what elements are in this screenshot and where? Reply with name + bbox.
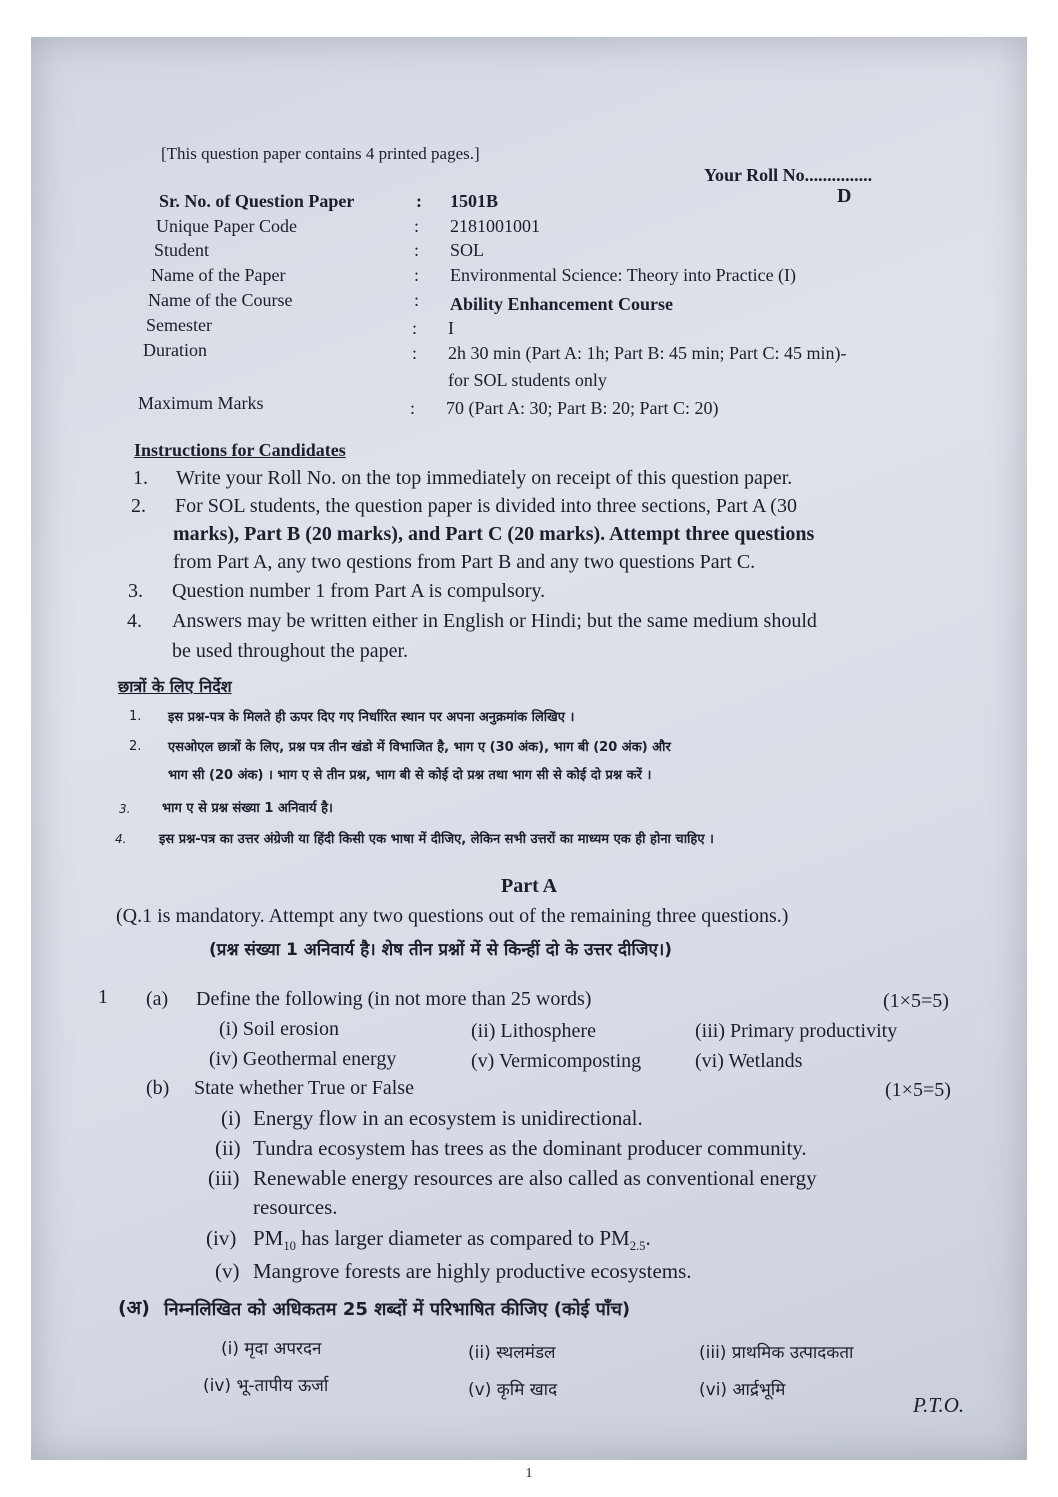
- tf-item-text: Renewable energy resources are also called as conventional energy: [253, 1166, 817, 1190]
- meta-colon: :: [412, 343, 418, 363]
- tf-item-text: Energy flow in an ecosystem is unidirectional.: [253, 1106, 643, 1130]
- tf-item-number: (iv): [206, 1226, 237, 1250]
- hindi-term: (v) कृमि खाद: [468, 1380, 558, 1400]
- hindi-term: (iii) प्राथमिक उत्पादकता: [699, 1343, 854, 1363]
- meta-label: Name of the Course: [148, 290, 293, 310]
- term: (i) Soil erosion: [219, 1018, 339, 1040]
- meta-label: Unique Paper Code: [156, 216, 297, 236]
- instruction-text: be used throughout the paper.: [172, 640, 409, 662]
- hindi-term: (ii) स्थलमंडल: [468, 1343, 556, 1363]
- hindi-instruction-text: भाग सी (20 अंक) । भाग ए से तीन प्रश्न, भाग बी से कोई दो प्रश्न तथा भाग सी से कोई दो प्रश्न करें ।: [168, 768, 652, 783]
- meta-colon: :: [414, 240, 420, 260]
- term: (ii) Lithosphere: [471, 1020, 596, 1042]
- instruction-text: from Part A, any two qestions from Part B and any two questions Part C.: [173, 551, 756, 573]
- instruction-number: 1.: [133, 467, 148, 489]
- instruction-text: For SOL students, the question paper is divided into three sections, Part A (30: [175, 495, 797, 517]
- tf-item-text: Mangrove forests are highly productive ecosystems.: [253, 1259, 692, 1283]
- part-title: Part A: [501, 875, 558, 897]
- hindi-instruction-number: 1.: [129, 709, 142, 724]
- meta-colon: :: [414, 290, 420, 310]
- question-number: 1: [98, 986, 108, 1008]
- meta-colon: :: [412, 318, 418, 338]
- meta-value: 2h 30 min (Part A: 1h; Part B: 45 min; Part C: 45 min)-: [448, 343, 847, 363]
- subquestion-label: (b): [146, 1077, 170, 1099]
- meta-value: Ability Enhancement Course: [450, 294, 674, 314]
- term: (iii) Primary productivity: [695, 1020, 898, 1042]
- hindi-instruction-text: एसओएल छात्रों के लिए, प्रश्न पत्र तीन खंडो में विभाजित है, भाग ए (30 अंक), भाग बी (20 अंक) और: [168, 740, 671, 755]
- roll-number-label: Your Roll No...............: [704, 165, 873, 185]
- meta-label: Student: [154, 240, 210, 260]
- tf-item-text: resources.: [253, 1195, 338, 1219]
- meta-label: Maximum Marks: [138, 393, 264, 413]
- tf-item-number: (v): [215, 1259, 240, 1283]
- term: (iv) Geothermal energy: [209, 1048, 397, 1070]
- instruction-number: 4.: [127, 610, 142, 632]
- meta-value-line2: for SOL students only: [448, 370, 607, 390]
- hindi-subquestion-label: (अ): [118, 1297, 150, 1319]
- meta-label: Semester: [146, 315, 212, 335]
- page-number: 1: [525, 1466, 533, 1481]
- tf-item-number: (ii): [215, 1136, 241, 1160]
- hindi-subquestion-text: निम्नलिखित को अधिकतम 25 शब्दों में परिभाषित कीजिए (कोई पाँच): [164, 1299, 631, 1320]
- meta-value: 70 (Part A: 30; Part B: 20; Part C: 20): [446, 398, 719, 418]
- hindi-instruction-number: 4.: [115, 832, 127, 846]
- marks: (1×5=5): [885, 1079, 951, 1101]
- tf-item-number: (i): [221, 1106, 241, 1130]
- instruction-text: Answers may be written either in English or Hindi; but the same medium should: [172, 610, 817, 632]
- meta-value: SOL: [450, 240, 485, 260]
- tf-item-number: (iii): [208, 1166, 240, 1190]
- part-note-hindi: (प्रश्न संख्या 1 अनिवार्य है। शेष तीन प्रश्नों में से किन्हीं दो के उत्तर दीजिए।): [209, 940, 673, 960]
- meta-label: Name of the Paper: [151, 265, 286, 285]
- marks: (1×5=5): [883, 990, 949, 1012]
- tf-item-text: $PM_{10}$ has larger diameter as compared to $PM_{2.5}$.: [253, 1226, 651, 1254]
- question-paper-photo: [31, 37, 1027, 1460]
- meta-value: 1501B: [450, 191, 499, 211]
- instruction-number: 3.: [128, 580, 143, 602]
- hindi-instruction-number: 2.: [129, 739, 142, 754]
- hindi-instruction-text: इस प्रश्न-पत्र के मिलते ही ऊपर दिए गए निर्धारित स्थान पर अपना अनुक्रमांक लिखिए ।: [168, 710, 575, 725]
- instruction-number: 2.: [131, 495, 146, 517]
- hindi-instruction-text: भाग ए से प्रश्न संख्या 1 अनिवार्य है।: [162, 801, 333, 816]
- meta-colon: :: [414, 216, 420, 236]
- term: (vi) Wetlands: [695, 1050, 803, 1072]
- meta-colon: :: [410, 398, 416, 418]
- subquestion-label: (a): [146, 988, 169, 1010]
- part-note-english: (Q.1 is mandatory. Attempt any two questions out of the remaining three questions.): [116, 905, 789, 927]
- hindi-term: (i) मृदा अपरदन: [221, 1339, 322, 1359]
- term: (v) Vermicomposting: [471, 1050, 642, 1072]
- meta-label: Duration: [143, 340, 207, 360]
- instruction-text: Write your Roll No. on the top immediately on receipt of this question paper.: [176, 467, 793, 489]
- pages-note: [This question paper contains 4 printed pages.]: [161, 144, 480, 163]
- instruction-text: marks), Part B (20 marks), and Part C (20 marks). Attempt three questions: [173, 523, 815, 545]
- hindi-instruction-number: 3.: [119, 802, 131, 816]
- meta-value: 2181001001: [450, 216, 540, 236]
- instructions-title: Instructions for Candidates: [134, 440, 346, 460]
- meta-value: I: [448, 318, 454, 338]
- subquestion-text: State whether True or False: [194, 1077, 414, 1099]
- meta-value: Environmental Science: Theory into Practice (I): [450, 265, 797, 285]
- meta-colon: :: [414, 265, 420, 285]
- set-code: D: [837, 185, 852, 207]
- tf-item-text: Tundra ecosystem has trees as the dominant producer community.: [253, 1136, 807, 1160]
- meta-colon: :: [416, 191, 422, 211]
- hindi-term: (iv) भू-तापीय ऊर्जा: [203, 1376, 329, 1396]
- hindi-term: (vi) आर्द्रभूमि: [699, 1380, 786, 1400]
- hindi-instructions-title: छात्रों के लिए निर्देश: [118, 677, 232, 696]
- pto-label: P.T.O.: [913, 1393, 965, 1417]
- subquestion-text: Define the following (in not more than 25 words): [196, 988, 592, 1010]
- meta-label: Sr. No. of Question Paper: [159, 191, 355, 211]
- instruction-text: Question number 1 from Part A is compulsory.: [172, 580, 546, 602]
- hindi-instruction-text: इस प्रश्न-पत्र का उत्तर अंग्रेजी या हिंदी किसी एक भाषा में दीजिए, लेकिन सभी उत्तरों का माध्यम एक ही होना चाहिए ।: [159, 832, 714, 847]
